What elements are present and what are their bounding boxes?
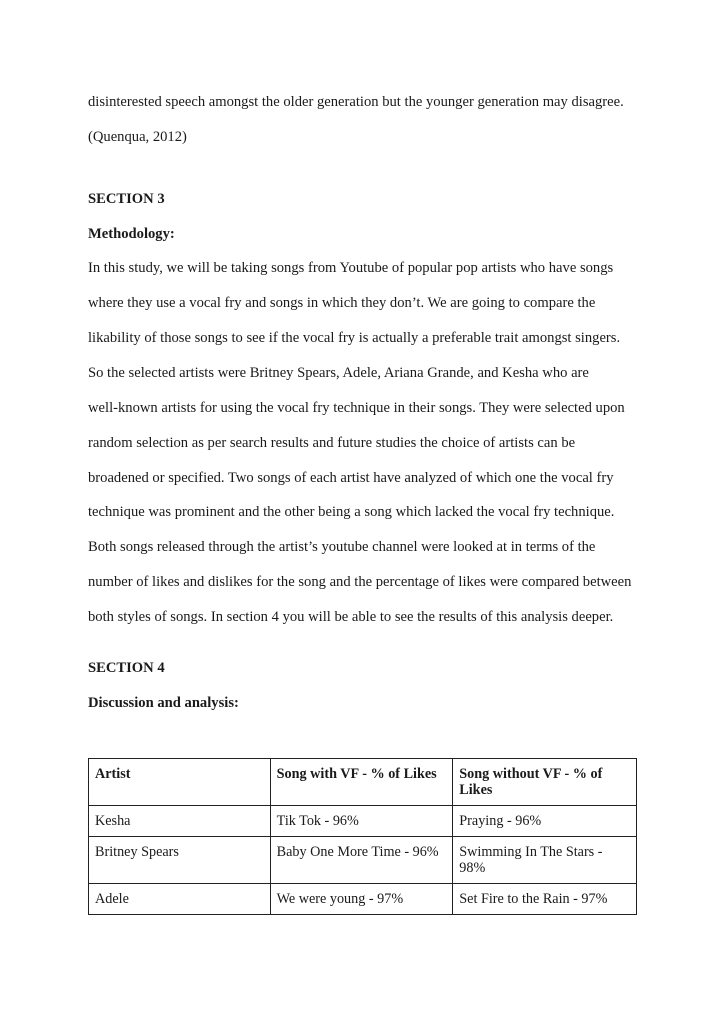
results-table <box>88 758 637 915</box>
methodology-heading: Methodology: <box>88 226 175 242</box>
song-without-vf-cell: Swimming In The Stars - 98% <box>453 837 637 884</box>
body-text-line: random selection as per search results and future studies the choice of artists can be <box>88 435 576 451</box>
artist-cell: Kesha <box>89 806 271 837</box>
body-text-line: In this study, we will be taking songs from Youtube of popular pop artists who have songs <box>88 260 614 276</box>
table-row <box>89 884 637 915</box>
section-3-heading: SECTION 3 <box>88 191 165 207</box>
song-with-vf-cell: We were young - 97% <box>270 884 453 915</box>
song-with-vf-cell: Tik Tok - 96% <box>270 806 453 837</box>
body-text-line: well-known artists for using the vocal fry technique in their songs. They were selected upon <box>88 400 625 416</box>
song-with-vf-cell: Baby One More Time - 96% <box>270 837 453 884</box>
body-text-line: Both songs released through the artist’s youtube channel were looked at in terms of the <box>88 539 596 555</box>
body-text-line: both styles of songs. In section 4 you will be able to see the results of this analysis deeper. <box>88 609 614 625</box>
table-row <box>89 837 637 884</box>
song-without-vf-cell: Praying - 96% <box>453 806 637 837</box>
header-song-with-vf: Song with VF - % of Likes <box>270 759 453 806</box>
body-text-line: So the selected artists were Britney Spears, Adele, Ariana Grande, and Kesha who are <box>88 365 589 381</box>
body-text-line: where they use a vocal fry and songs in which they don’t. We are going to compare the <box>88 295 596 311</box>
body-text-line: technique was prominent and the other being a song which lacked the vocal fry technique. <box>88 504 615 520</box>
table-row <box>89 806 637 837</box>
artist-cell: Britney Spears <box>89 837 271 884</box>
discussion-heading: Discussion and analysis: <box>88 695 239 711</box>
header-song-without-vf: Song without VF - % of Likes <box>453 759 637 806</box>
header-artist: Artist <box>89 759 271 806</box>
artist-cell: Adele <box>89 884 271 915</box>
table-header-row <box>89 759 637 806</box>
citation: (Quenqua, 2012) <box>88 129 187 145</box>
song-without-vf-cell: Set Fire to the Rain - 97% <box>453 884 637 915</box>
body-text-line: disinterested speech amongst the older generation but the younger generation may disagree. <box>88 94 624 110</box>
body-text-line: likability of those songs to see if the vocal fry is actually a preferable trait amongst singers. <box>88 330 621 346</box>
body-text-line: broadened or specified. Two songs of each artist have analyzed of which one the vocal fry <box>88 470 614 486</box>
section-4-heading: SECTION 4 <box>88 660 165 676</box>
body-text-line: number of likes and dislikes for the song and the percentage of likes were compared between <box>88 574 632 590</box>
